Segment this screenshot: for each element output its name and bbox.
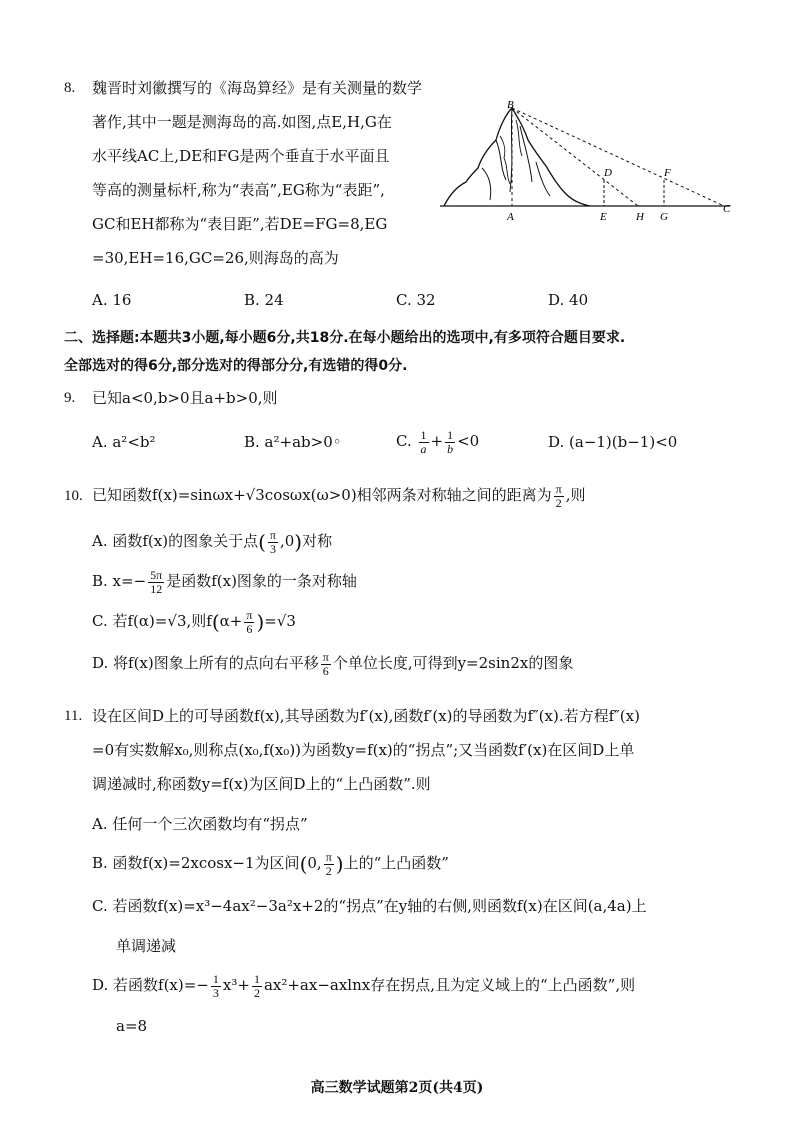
q11-option-d-text: D. 若函数f(x)=− bbox=[92, 976, 209, 994]
q10-stem bbox=[92, 478, 586, 512]
q8-line-4: 等高的测量标杆,称为“表高”,EG称为“表距”, bbox=[92, 181, 385, 199]
q11-option-d[interactable] bbox=[92, 968, 635, 1002]
q8-option-c[interactable]: C. 32 bbox=[396, 291, 436, 309]
fraction-pi-over-6 bbox=[321, 651, 331, 678]
section-2-instructions-line-1: 二、选择题:本题共3小题,每小题6分,共18分.在每小题给出的选项中,有多项符合题目要求. bbox=[64, 330, 626, 346]
q11-option-d-mid: x³+ bbox=[222, 976, 250, 994]
frac-num: 1 bbox=[420, 427, 427, 442]
q10-option-d[interactable] bbox=[92, 646, 573, 680]
q10-option-d-text: D. 将f(x)图象上所有的点向右平移 bbox=[92, 654, 319, 672]
q8-option-d[interactable]: D. 40 bbox=[548, 291, 589, 309]
q9-option-c[interactable]: C. $\frac{1}{a}$ + $\frac{1}{b}$ <0 bbox=[396, 427, 480, 456]
fraction-1-over-2 bbox=[252, 973, 262, 1000]
q10-option-b-text: B. x=− bbox=[92, 572, 147, 590]
label-E: E bbox=[600, 211, 607, 223]
frac-num: π bbox=[269, 527, 276, 542]
q11-option-b[interactable]: B. 函数f(x)=2xcosx−1为区间(0, $\frac{\pi}{2}$ )上的“上凸函数” bbox=[92, 849, 449, 878]
fraction-pi-over-2 bbox=[324, 851, 334, 878]
fraction-pi-over-2 bbox=[554, 483, 564, 510]
q10-stem-tail: ,则 bbox=[565, 486, 586, 504]
frac-den: 2 bbox=[325, 863, 332, 878]
q11-option-a[interactable]: A. 任何一个三次函数均有“拐点” bbox=[92, 815, 308, 833]
q9-option-c-tail: <0 bbox=[457, 432, 480, 450]
q10-stem-text: 已知函数f(x)=sinωx+√3cosωx(ω>0)相邻两条对称轴之间的距离为 bbox=[92, 486, 552, 504]
fraction-1-over-a bbox=[419, 429, 429, 456]
q10-option-c[interactable]: C. 若f(α)=√3,则f(α+ $\frac{\pi}{6}$ )=√3 bbox=[92, 607, 296, 636]
q11-line-3: 调递减时,称函数y=f(x)为区间D上的“上凸函数”.则 bbox=[92, 775, 431, 793]
q10-option-b[interactable] bbox=[92, 564, 357, 598]
q8-line-5: GC和EH都称为“表目距”,若DE=FG=8,EG bbox=[92, 215, 388, 233]
label-D: D bbox=[604, 167, 612, 179]
frac-den: 2 bbox=[555, 495, 562, 510]
q9-option-b[interactable]: B. a²+ab>0◦ bbox=[244, 433, 342, 451]
island-measurement-figure bbox=[440, 96, 740, 226]
section-2-instructions-line-2: 全部选对的得6分,部分选对的得部分分,有选错的得0分. bbox=[64, 358, 408, 374]
q8-line-1: 魏晋时刘徽撰写的《海岛算经》是有关测量的数学 bbox=[92, 79, 423, 97]
label-B: B bbox=[507, 99, 514, 111]
label-F: F bbox=[664, 167, 671, 179]
frac-num: π bbox=[322, 649, 329, 664]
q10-option-a[interactable]: A. 函数f(x)的图象关于点( $\frac{\pi}{3}$ ,0)对称 bbox=[92, 527, 333, 556]
q8-number: 8. bbox=[64, 80, 76, 96]
q11-number: 11. bbox=[64, 708, 83, 724]
q8-line-6: =30,EH=16,GC=26,则海岛的高为 bbox=[92, 249, 339, 267]
frac-num: π bbox=[246, 607, 253, 622]
frac-num: π bbox=[325, 849, 332, 864]
frac-den: b bbox=[447, 441, 454, 456]
q11-line-1: 设在区间D上的可导函数f(x),其导函数为f′(x),函数f′(x)的导函数为f″(x).若方程f″(x) bbox=[92, 707, 640, 725]
q10-option-b-tail: 是函数f(x)图象的一条对称轴 bbox=[166, 572, 357, 590]
q8-line-2: 著作,其中一题是测海岛的高.如图,点E,H,G在 bbox=[92, 113, 392, 131]
frac-den: 12 bbox=[150, 581, 163, 596]
q9-number: 9. bbox=[64, 390, 76, 406]
frac-den: 3 bbox=[269, 541, 276, 556]
label-G: G bbox=[660, 211, 668, 223]
q10-number: 10. bbox=[64, 488, 83, 504]
frac-den: 6 bbox=[246, 621, 253, 636]
frac-num: 1 bbox=[212, 971, 219, 986]
frac-num: π bbox=[555, 481, 562, 496]
frac-num: 1 bbox=[253, 971, 260, 986]
fraction-1-over-b bbox=[445, 429, 455, 456]
frac-den: 2 bbox=[253, 985, 260, 1000]
frac-den: 6 bbox=[322, 663, 329, 678]
q11-option-c-line-1[interactable]: C. 若函数f(x)=x³−4ax²−3a²x+2的“拐点”在y轴的右侧,则函数f(x)在区间(a,4a)上 bbox=[92, 897, 647, 915]
q9-option-a[interactable]: A. a²<b² bbox=[92, 433, 156, 451]
frac-den: 3 bbox=[212, 985, 219, 1000]
q10-option-d-tail: 个单位长度,可得到y=2sin2x的图象 bbox=[332, 654, 574, 672]
q8-line-3: 水平线AC上,DE和FG是两个垂直于水平面且 bbox=[92, 147, 390, 165]
page-footer: 高三数学试题第2页(共4页) bbox=[310, 1080, 484, 1096]
fraction-pi-over-3 bbox=[268, 529, 278, 556]
q11-option-d-line-2: a=8 bbox=[116, 1017, 148, 1035]
q8-option-b[interactable]: B. 24 bbox=[244, 291, 284, 309]
q11-line-2: =0有实数解x₀,则称点(x₀,f(x₀))为函数y=f(x)的“拐点”;又当函数f′(x)在区间D上单 bbox=[92, 741, 635, 759]
q9-stem: 已知a<0,b>0且a+b>0,则 bbox=[92, 389, 278, 407]
q9-option-d[interactable]: D. (a−1)(b−1)<0 bbox=[548, 433, 678, 451]
q9-option-c-label: C. bbox=[396, 432, 412, 450]
label-H: H bbox=[636, 211, 644, 223]
fraction-pi-over-6 bbox=[244, 609, 254, 636]
q10-option-c-tail: =√3 bbox=[264, 612, 296, 630]
label-C: C bbox=[723, 203, 731, 215]
q11-option-c-line-2: 单调递减 bbox=[116, 937, 177, 955]
q11-option-d-tail: ax²+ax−axlnx存在拐点,且为定义域上的“上凸函数”,则 bbox=[263, 976, 636, 994]
fraction-5pi-over-12 bbox=[148, 569, 164, 596]
fraction-1-over-3 bbox=[211, 973, 221, 1000]
frac-num: 5π bbox=[150, 567, 163, 582]
q11-option-b-tail: 上的“上凸函数” bbox=[343, 854, 449, 872]
q11-option-b-text: B. 函数f(x)=2xcosx−1为区间 bbox=[92, 854, 300, 872]
label-A: A bbox=[507, 211, 514, 223]
q10-option-c-text: C. 若f(α)=√3,则f bbox=[92, 612, 212, 630]
frac-den: a bbox=[420, 441, 427, 456]
q10-option-a-tail: 对称 bbox=[302, 532, 333, 550]
frac-num: 1 bbox=[447, 427, 454, 442]
q10-option-a-text: A. 函数f(x)的图象关于点 bbox=[92, 532, 259, 550]
q8-option-a[interactable]: A. 16 bbox=[92, 291, 132, 309]
